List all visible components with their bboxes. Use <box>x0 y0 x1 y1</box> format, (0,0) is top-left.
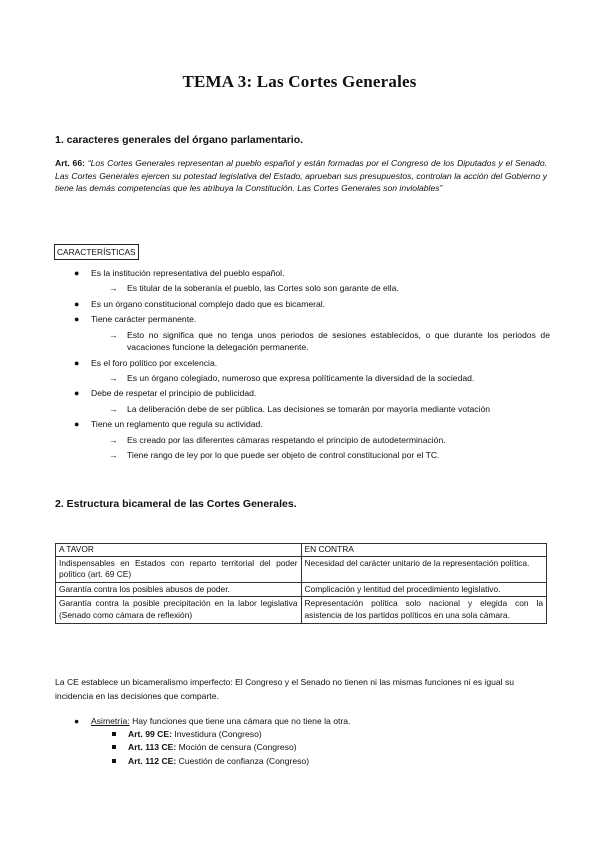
square-bullet-icon <box>112 745 116 749</box>
list-item-text: Es titular de la soberanía el pueblo, las Cortes solo son garante de ella. <box>127 283 399 294</box>
list-item <box>55 298 550 311</box>
list-item-text: Tiene carácter permanente. <box>91 314 197 325</box>
list-item <box>55 313 550 326</box>
arrow-right-icon: → <box>109 372 118 383</box>
bullet-icon: ● <box>74 268 80 278</box>
sub-list-item <box>55 403 550 416</box>
table-row <box>56 556 547 582</box>
table-cell: Representación política solo nacional y elegida con la asistencia de los partidos políticos en una sola cámara. <box>301 597 547 623</box>
article-text: Moción de censura (Congreso) <box>176 742 297 753</box>
comparison-table <box>55 543 547 624</box>
sub-list-item <box>55 282 550 295</box>
article-item <box>55 741 547 754</box>
bullet-icon: ● <box>74 298 80 309</box>
table-cell: Necesidad del carácter unitario de la representación política. <box>301 556 547 582</box>
page-title: TEMA 3: Las Cortes Generales <box>182 72 417 91</box>
list-item-text: Tiene un reglamento que regula su actividad. <box>91 419 263 430</box>
sub-list-item <box>55 434 550 447</box>
header-en-contra: EN CONTRA <box>301 544 547 557</box>
article-text: Cuestión de confianza (Congreso) <box>176 755 310 766</box>
list-item <box>55 418 550 431</box>
list-item-text: Es la institución representativa del pueblo español. <box>91 268 285 278</box>
arrow-right-icon: → <box>109 403 118 414</box>
table-cell: Garantía contra los posibles abusos de poder. <box>56 582 302 597</box>
arrow-right-icon: → <box>109 329 118 340</box>
list-item-text: Es un órgano colegiado, numeroso que expresa políticamente la diversidad de la sociedad. <box>127 372 475 383</box>
list-item <box>55 267 550 280</box>
section1-heading: 1. caracteres generales del órgano parlamentario. <box>55 134 304 146</box>
header-a-favor: A TAVOR <box>56 544 302 557</box>
list-item <box>55 387 550 400</box>
sub-list-item <box>55 372 550 385</box>
list-item-text: Es creado por las diferentes cámaras respetando el principio de autodeterminación. <box>127 434 446 445</box>
table-cell: Indispensables en Estados con reparto territorial del poder político (art. 69 CE) <box>56 556 302 582</box>
list-item <box>55 357 550 370</box>
table-header-row <box>56 544 547 557</box>
article-item <box>55 755 547 768</box>
sub-list-item <box>55 449 550 462</box>
art66-text: “Los Cortes Generales representan al pueblo español y están formadas por el Congreso de los Diputados y el Senado. Las Cortes Generales ejercen su potestad legislativa del Estado, aprueban sus presupuestos, controlan la acción del Gobierno y tiene las demás competencias que les atribuya la Constitución. Las Cortes Generales son inviolables” <box>55 158 547 194</box>
art66-label: Art. 66: <box>55 158 85 168</box>
article-label: Art. 99 CE: <box>128 729 172 740</box>
section2-heading: 2. Estructura bicameral de las Cortes Generales. <box>55 498 297 510</box>
asimetria-list <box>55 715 547 768</box>
table-cell: Garantía contra la posible precipitación en la labor legislativa (Senado como cámara de reflexión) <box>56 597 302 623</box>
bullet-icon: ● <box>74 388 80 399</box>
caracteristicas-list <box>55 267 550 464</box>
list-item-text: Esto no significa que no tenga unos periodos de sesiones establecidos, o que durante los periodos de vacaciones funcione la delegación permanente. <box>127 329 550 353</box>
list-item-text: La deliberación debe de ser pública. Las decisiones se tomarán por mayoría mediante votación <box>127 403 491 414</box>
table-row <box>56 582 547 597</box>
art66-quote <box>55 157 547 195</box>
asimetria-text: Hay funciones que tiene una cámara que no tiene la otra. <box>129 716 351 726</box>
square-bullet-icon <box>112 759 116 763</box>
table-cell: Complicación y lentitud del procedimiento legislativo. <box>301 582 547 597</box>
table-row <box>56 597 547 623</box>
list-item-text: Debe de respetar el principio de publicidad. <box>91 388 257 399</box>
article-text: Investidura (Congreso) <box>171 729 262 740</box>
caracteristicas-box: CARACTERÍSTICAS <box>54 244 139 260</box>
arrow-right-icon: → <box>109 283 118 294</box>
bullet-icon: ● <box>74 314 80 325</box>
asimetria-label: Asimetría: <box>91 716 130 726</box>
arrow-right-icon: → <box>109 449 118 460</box>
article-item <box>55 728 547 741</box>
bicameralismo-paragraph: La CE establece un bicameralismo imperfecto: El Congreso y el Senado no tienen ni las mismas funciones ni es igual su incidencia en las decisiones que comparte. <box>55 677 515 701</box>
asimetria-item <box>55 715 547 728</box>
bullet-icon: ● <box>74 419 80 430</box>
article-label: Art. 112 CE: <box>128 755 177 766</box>
sub-list-item <box>55 329 550 354</box>
bullet-icon: ● <box>74 357 80 368</box>
arrow-right-icon: → <box>109 434 118 445</box>
article-label: Art. 113 CE: <box>128 742 177 753</box>
bullet-icon: ● <box>74 716 80 726</box>
square-bullet-icon <box>112 732 116 736</box>
list-item-text: Es un órgano constitucional complejo dado que es bicameral. <box>91 298 326 309</box>
list-item-text: Es el foro político por excelencia. <box>91 357 218 368</box>
list-item-text: Tiene rango de ley por lo que puede ser objeto de control constitucional por el TC. <box>127 449 440 460</box>
